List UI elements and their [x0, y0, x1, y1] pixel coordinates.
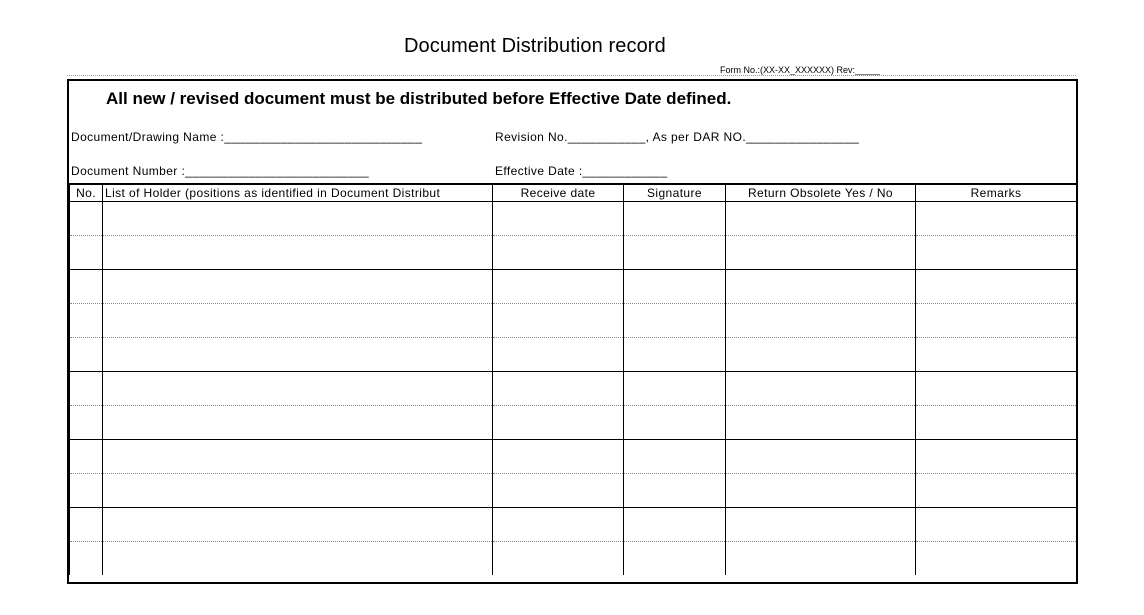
cell-no[interactable]	[70, 202, 103, 236]
cell-signature[interactable]	[624, 338, 726, 372]
form-number: Form No.:(XX-XX_XXXXXX) Rev:_____	[720, 65, 881, 75]
cell-return-obsolete[interactable]	[726, 474, 916, 508]
cell-return-obsolete[interactable]	[726, 372, 916, 406]
cell-signature[interactable]	[624, 542, 726, 576]
cell-receive-date[interactable]	[493, 406, 624, 440]
cell-no[interactable]	[70, 508, 103, 542]
cell-receive-date[interactable]	[493, 202, 624, 236]
col-header-return-obsolete: Return Obsolete Yes / No	[726, 184, 916, 202]
cell-receive-date[interactable]	[493, 508, 624, 542]
cell-no[interactable]	[70, 236, 103, 270]
cell-return-obsolete[interactable]	[726, 304, 916, 338]
cell-remarks[interactable]	[916, 202, 1077, 236]
cell-holder[interactable]	[103, 508, 493, 542]
cell-return-obsolete[interactable]	[726, 406, 916, 440]
divider	[67, 75, 1076, 76]
cell-no[interactable]	[70, 338, 103, 372]
cell-receive-date[interactable]	[493, 542, 624, 576]
table-row	[70, 304, 1077, 338]
cell-signature[interactable]	[624, 236, 726, 270]
page-title: Document Distribution record	[404, 35, 666, 57]
cell-holder[interactable]	[103, 236, 493, 270]
table-header-row	[70, 184, 1077, 202]
cell-return-obsolete[interactable]	[726, 508, 916, 542]
cell-remarks[interactable]	[916, 474, 1077, 508]
cell-remarks[interactable]	[916, 542, 1077, 576]
cell-signature[interactable]	[624, 270, 726, 304]
cell-remarks[interactable]	[916, 270, 1077, 304]
col-header-signature: Signature	[624, 184, 726, 202]
cell-holder[interactable]	[103, 440, 493, 474]
cell-return-obsolete[interactable]	[726, 440, 916, 474]
table-row	[70, 406, 1077, 440]
cell-no[interactable]	[70, 270, 103, 304]
cell-no[interactable]	[70, 474, 103, 508]
cell-remarks[interactable]	[916, 338, 1077, 372]
cell-holder[interactable]	[103, 406, 493, 440]
cell-remarks[interactable]	[916, 236, 1077, 270]
cell-receive-date[interactable]	[493, 372, 624, 406]
cell-signature[interactable]	[624, 202, 726, 236]
cell-holder[interactable]	[103, 304, 493, 338]
effective-date-field[interactable]: Effective Date :____________	[495, 164, 668, 178]
table-row	[70, 338, 1077, 372]
cell-signature[interactable]	[624, 304, 726, 338]
cell-holder[interactable]	[103, 270, 493, 304]
table-row	[70, 508, 1077, 542]
cell-return-obsolete[interactable]	[726, 270, 916, 304]
table-row	[70, 236, 1077, 270]
cell-receive-date[interactable]	[493, 236, 624, 270]
cell-holder[interactable]	[103, 542, 493, 576]
cell-remarks[interactable]	[916, 508, 1077, 542]
table-body	[70, 202, 1077, 576]
cell-return-obsolete[interactable]	[726, 542, 916, 576]
col-header-holder: List of Holder (positions as identified in Document Distribut	[103, 184, 493, 202]
cell-remarks[interactable]	[916, 304, 1077, 338]
cell-holder[interactable]	[103, 338, 493, 372]
cell-no[interactable]	[70, 542, 103, 576]
distribution-notice: All new / revised document must be distributed before Effective Date defined.	[106, 89, 732, 108]
table-row	[70, 372, 1077, 406]
cell-holder[interactable]	[103, 372, 493, 406]
cell-signature[interactable]	[624, 406, 726, 440]
col-header-receive-date: Receive date	[493, 184, 624, 202]
cell-receive-date[interactable]	[493, 304, 624, 338]
cell-remarks[interactable]	[916, 440, 1077, 474]
cell-no[interactable]	[70, 304, 103, 338]
cell-receive-date[interactable]	[493, 440, 624, 474]
table-row	[70, 270, 1077, 304]
col-header-no: No.	[70, 184, 103, 202]
document-number-field[interactable]: Document Number :__________________________	[71, 164, 370, 178]
cell-no[interactable]	[70, 440, 103, 474]
cell-signature[interactable]	[624, 508, 726, 542]
revision-field[interactable]: Revision No.___________, As per DAR NO.________________	[495, 130, 860, 144]
cell-holder[interactable]	[103, 202, 493, 236]
cell-receive-date[interactable]	[493, 270, 624, 304]
cell-holder[interactable]	[103, 474, 493, 508]
document-name-field[interactable]: Document/Drawing Name :____________________________	[71, 130, 423, 144]
table-row	[70, 474, 1077, 508]
cell-return-obsolete[interactable]	[726, 202, 916, 236]
cell-return-obsolete[interactable]	[726, 236, 916, 270]
cell-receive-date[interactable]	[493, 338, 624, 372]
cell-remarks[interactable]	[916, 372, 1077, 406]
cell-return-obsolete[interactable]	[726, 338, 916, 372]
cell-no[interactable]	[70, 372, 103, 406]
table-row	[70, 202, 1077, 236]
cell-signature[interactable]	[624, 474, 726, 508]
cell-signature[interactable]	[624, 440, 726, 474]
table-row	[70, 440, 1077, 474]
cell-remarks[interactable]	[916, 406, 1077, 440]
cell-signature[interactable]	[624, 372, 726, 406]
cell-no[interactable]	[70, 406, 103, 440]
distribution-table	[69, 183, 1077, 575]
table-row	[70, 542, 1077, 576]
cell-receive-date[interactable]	[493, 474, 624, 508]
col-header-remarks: Remarks	[916, 184, 1077, 202]
